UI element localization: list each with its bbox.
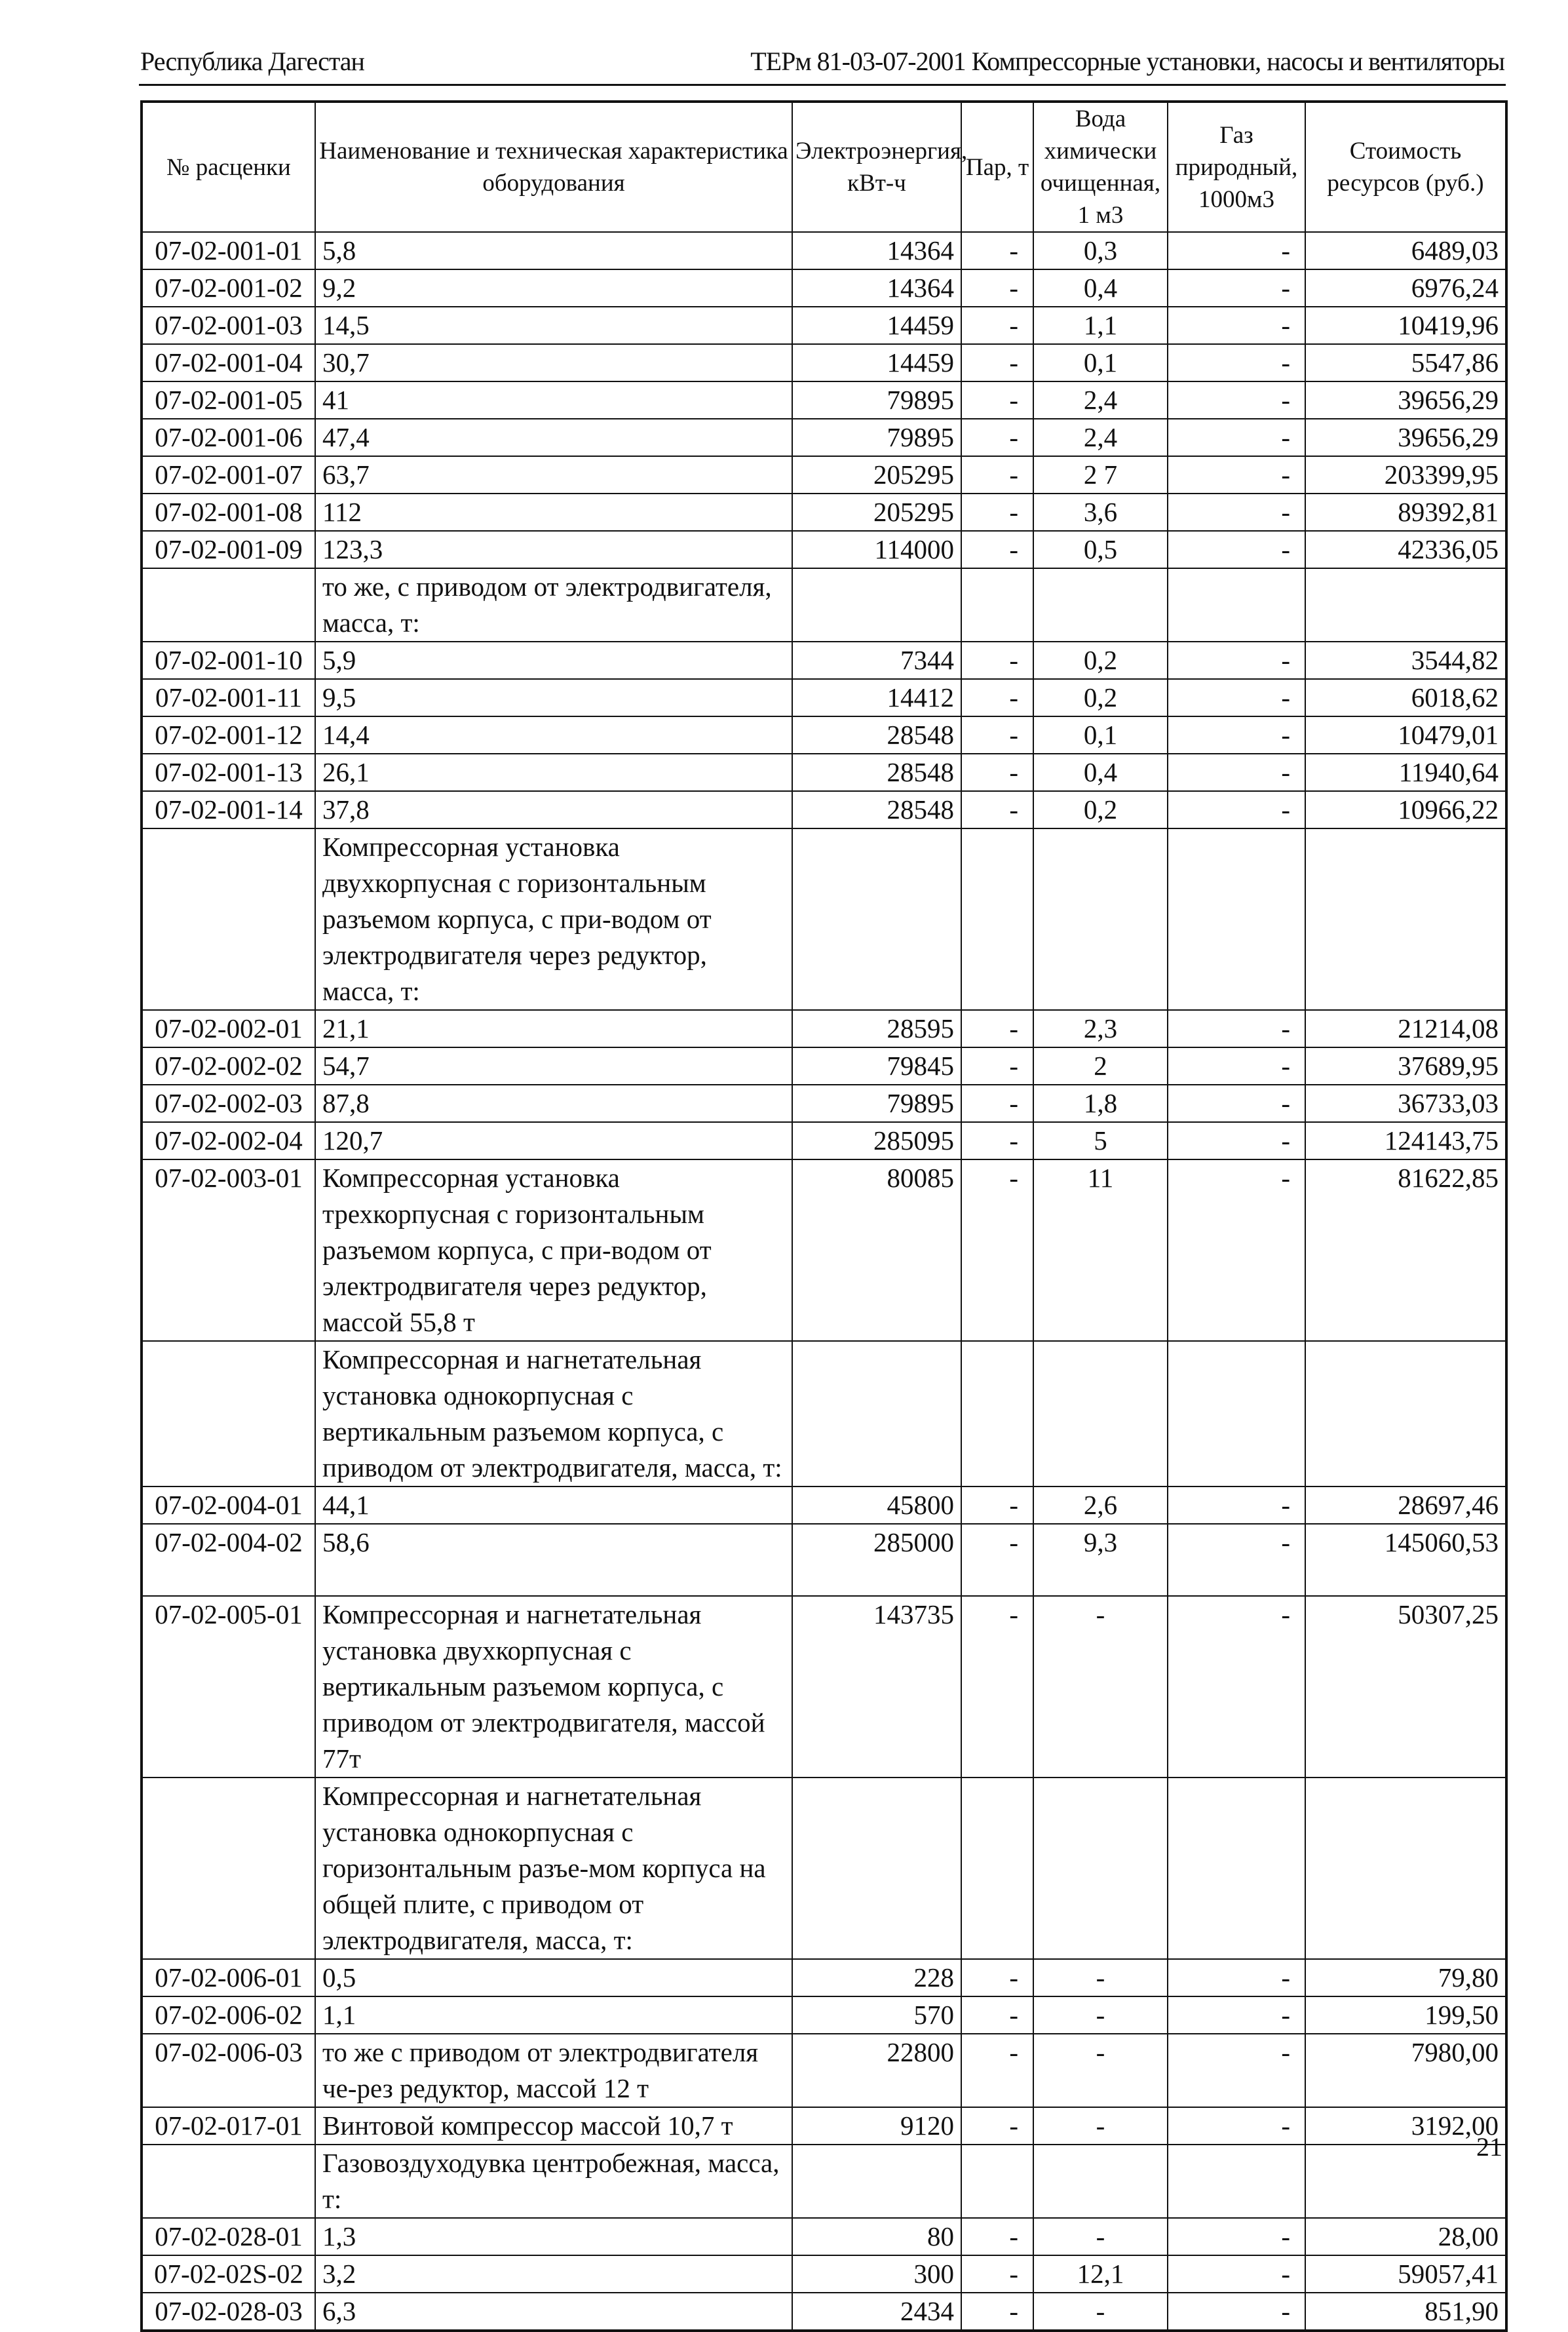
cell-gas: - [1168,1047,1305,1085]
cell-name: 14,5 [315,307,792,344]
cell-gas: - [1168,307,1305,344]
cell-steam: - [961,232,1033,269]
cell-steam: - [961,307,1033,344]
cell-cost: 145060,53 [1305,1524,1506,1596]
cell-gas: - [1168,531,1305,568]
table-row [142,2145,1506,2218]
cell-cost: 89392,81 [1305,494,1506,531]
cell-name: 123,3 [315,531,792,568]
cell-steam: - [961,344,1033,381]
cell-water: 2 [1033,1047,1168,1085]
cell-code: 07-02-001-03 [142,307,315,344]
cell-cost: 81622,85 [1305,1159,1506,1341]
cell-electricity: 14459 [792,307,961,344]
cell-code [142,1778,315,1959]
cell-name: 3,2 [315,2255,792,2293]
column-header-gas: Газ природный, 1000м3 [1168,102,1305,232]
cell-water [1033,1341,1168,1487]
table-row [142,754,1506,791]
table-row [142,232,1506,269]
table-row [142,381,1506,419]
cell-electricity: 14412 [792,679,961,716]
cell-water: 3,6 [1033,494,1168,531]
cell-steam: - [961,419,1033,456]
cell-code [142,2145,315,2218]
cell-code: 07-02-001-04 [142,344,315,381]
cell-steam: - [961,791,1033,828]
cell-cost: 851,90 [1305,2293,1506,2331]
cell-water: 2,4 [1033,419,1168,456]
table-row [142,791,1506,828]
cell-gas [1168,828,1305,1010]
cell-code: 07-02-017-01 [142,2107,315,2145]
cell-cost: 6976,24 [1305,269,1506,307]
cell-gas: - [1168,1010,1305,1047]
cell-water: 9,3 [1033,1524,1168,1596]
table-row [142,2255,1506,2293]
cell-gas: - [1168,791,1305,828]
table-row [142,1085,1506,1122]
cell-electricity: 14364 [792,232,961,269]
cell-code: 07-02-002-04 [142,1122,315,1159]
cell-water: 0,5 [1033,531,1168,568]
table-row [142,2293,1506,2331]
cell-electricity: 228 [792,1959,961,1996]
column-header-water: Вода химически очищенная, 1 м3 [1033,102,1168,232]
cell-cost: 5547,86 [1305,344,1506,381]
cell-electricity: 79845 [792,1047,961,1085]
cell-name: Компрессорная установка трехкорпусная с горизонтальным разъемом корпуса, с при-водом от электродвигателя через редуктор, массой 55,8 т [315,1159,792,1341]
cell-water: 0,2 [1033,791,1168,828]
cell-electricity: 285000 [792,1524,961,1596]
cell-code [142,1341,315,1487]
cell-steam: - [961,754,1033,791]
table-row [142,1341,1506,1487]
cell-steam: - [961,1596,1033,1778]
cell-water: 0,4 [1033,269,1168,307]
cell-gas: - [1168,1596,1305,1778]
cell-electricity: 79895 [792,419,961,456]
table-row [142,344,1506,381]
cell-water: - [1033,2034,1168,2107]
cell-water: 11 [1033,1159,1168,1341]
table-row [142,456,1506,494]
cell-gas: - [1168,232,1305,269]
table-row [142,716,1506,754]
cell-code: 07-02-001-13 [142,754,315,791]
cell-water [1033,568,1168,642]
table-row [142,494,1506,531]
cell-water: - [1033,1596,1168,1778]
cell-water: 2,4 [1033,381,1168,419]
cell-electricity: 80085 [792,1159,961,1341]
cell-electricity [792,1778,961,1959]
cell-gas [1168,568,1305,642]
cell-electricity: 14364 [792,269,961,307]
cell-name: 54,7 [315,1047,792,1085]
cell-electricity: 28595 [792,1010,961,1047]
cell-cost: 37689,95 [1305,1047,1506,1085]
column-header-name: Наименование и техническая характеристика оборудования [315,102,792,232]
table-row [142,531,1506,568]
cell-cost: 3192,00 [1305,2107,1506,2145]
cell-electricity: 79895 [792,381,961,419]
table-row [142,2034,1506,2107]
cell-code: 07-02-006-01 [142,1959,315,1996]
cell-gas: - [1168,716,1305,754]
cell-gas: - [1168,754,1305,791]
cell-gas: - [1168,1487,1305,1524]
cell-steam: - [961,2255,1033,2293]
cell-steam [961,1778,1033,1959]
table-row [142,1959,1506,1996]
cell-code: 07-02-001-02 [142,269,315,307]
cell-name: 47,4 [315,419,792,456]
cell-electricity: 80 [792,2218,961,2255]
cell-code: 07-02-003-01 [142,1159,315,1341]
table-row [142,1487,1506,1524]
cell-name: 9,5 [315,679,792,716]
cell-water: 1,1 [1033,307,1168,344]
cell-cost: 39656,29 [1305,419,1506,456]
cell-code: 07-02-001-10 [142,642,315,679]
cell-steam [961,2145,1033,2218]
column-header-cost: Стоимость ресурсов (руб.) [1305,102,1506,232]
cell-gas: - [1168,456,1305,494]
cell-water [1033,2145,1168,2218]
cell-cost: 10479,01 [1305,716,1506,754]
cell-water: - [1033,2293,1168,2331]
column-header-steam: Пар, т [961,102,1033,232]
cell-electricity: 300 [792,2255,961,2293]
cell-cost: 124143,75 [1305,1122,1506,1159]
cell-name: 58,6 [315,1524,792,1596]
cell-cost: 6489,03 [1305,232,1506,269]
header-rule [139,84,1506,86]
table-row [142,1159,1506,1341]
cell-steam: - [961,494,1033,531]
cell-water: 0,1 [1033,716,1168,754]
cell-gas: - [1168,2255,1305,2293]
table-row [142,642,1506,679]
cell-water: 1,8 [1033,1085,1168,1122]
cell-code: 07-02-001-06 [142,419,315,456]
table-row [142,1122,1506,1159]
cell-steam: - [961,679,1033,716]
cell-steam [961,568,1033,642]
cell-water: 0,1 [1033,344,1168,381]
cell-name: Газовоздуходувка центробежная, масса, т: [315,2145,792,2218]
table-row [142,269,1506,307]
cell-gas [1168,1341,1305,1487]
header-document-title: ТЕРм 81-03-07-2001 Компрессорные установки, насосы и вентиляторы [750,47,1504,76]
table-body [142,232,1506,2331]
cell-electricity: 205295 [792,494,961,531]
cell-cost: 79,80 [1305,1959,1506,1996]
cell-electricity: 28548 [792,791,961,828]
cell-cost: 10966,22 [1305,791,1506,828]
cell-name: то же с приводом от электродвигателя че-рез редуктор, массой 12 т [315,2034,792,2107]
cell-steam: - [961,456,1033,494]
table-row [142,1524,1506,1596]
cell-name: 9,2 [315,269,792,307]
cell-code: 07-02-002-02 [142,1047,315,1085]
cell-water: - [1033,1996,1168,2034]
cell-code: 07-02-028-03 [142,2293,315,2331]
cell-cost: 199,50 [1305,1996,1506,2034]
cell-cost [1305,1341,1506,1487]
cell-gas: - [1168,1524,1305,1596]
cell-steam [961,1341,1033,1487]
column-header-electricity: Электроэнергия, кВт-ч [792,102,961,232]
cell-water: - [1033,2107,1168,2145]
cell-water: 2 7 [1033,456,1168,494]
cell-code: 07-02-02S-02 [142,2255,315,2293]
cell-cost: 28,00 [1305,2218,1506,2255]
cell-steam: - [961,381,1033,419]
cell-steam: - [961,269,1033,307]
cell-steam: - [961,1122,1033,1159]
cell-name: 44,1 [315,1487,792,1524]
cell-cost: 3544,82 [1305,642,1506,679]
cell-code: 07-02-002-01 [142,1010,315,1047]
cell-electricity: 7344 [792,642,961,679]
cell-cost: 11940,64 [1305,754,1506,791]
cell-code: 07-02-006-02 [142,1996,315,2034]
cell-electricity: 570 [792,1996,961,2034]
cell-cost: 6018,62 [1305,679,1506,716]
header-region: Республика Дагестан [140,47,364,76]
cell-name: 26,1 [315,754,792,791]
table-row [142,1047,1506,1085]
column-header-code: № расценки [142,102,315,232]
cell-name: то же, с приводом от электродвигателя, масса, т: [315,568,792,642]
cell-code: 07-02-002-03 [142,1085,315,1122]
cell-water [1033,828,1168,1010]
cell-gas: - [1168,1996,1305,2034]
cell-code: 07-02-001-07 [142,456,315,494]
cell-gas: - [1168,1959,1305,1996]
cell-gas: - [1168,2107,1305,2145]
cell-gas: - [1168,679,1305,716]
cell-cost [1305,828,1506,1010]
cell-steam: - [961,642,1033,679]
table-row [142,568,1506,642]
cell-name: 112 [315,494,792,531]
cell-water: 2,3 [1033,1010,1168,1047]
cell-name: Компрессорная установка двухкорпусная с горизонтальным разъемом корпуса, с при-водом от электродвигателя через редуктор, масса, т: [315,828,792,1010]
cell-name: 5,9 [315,642,792,679]
cell-gas: - [1168,494,1305,531]
cell-cost [1305,1778,1506,1959]
cell-electricity: 2434 [792,2293,961,2331]
cell-cost: 42336,05 [1305,531,1506,568]
cell-gas: - [1168,1085,1305,1122]
cell-water: 5 [1033,1122,1168,1159]
cell-name: 63,7 [315,456,792,494]
cell-electricity: 22800 [792,2034,961,2107]
cell-electricity [792,828,961,1010]
cell-steam [961,828,1033,1010]
cell-steam: - [961,2034,1033,2107]
cell-name: 1,3 [315,2218,792,2255]
cell-code: 07-02-001-14 [142,791,315,828]
cell-gas: - [1168,1122,1305,1159]
cell-steam: - [961,2293,1033,2331]
cell-steam: - [961,1524,1033,1596]
table-row [142,2107,1506,2145]
cell-gas [1168,1778,1305,1959]
cell-code: 07-02-004-01 [142,1487,315,1524]
cell-cost: 7980,00 [1305,2034,1506,2107]
cell-gas: - [1168,419,1305,456]
cell-code: 07-02-001-05 [142,381,315,419]
cell-name: Компрессорная и нагнетательная установка однокорпусная с вертикальным разъемом корпуса, с приводом от электродвигателя, масса, т: [315,1341,792,1487]
cell-name: 41 [315,381,792,419]
cell-name: 6,3 [315,2293,792,2331]
cell-name: 37,8 [315,791,792,828]
cell-cost [1305,568,1506,642]
cell-gas [1168,2145,1305,2218]
cell-steam: - [961,1047,1033,1085]
cell-electricity: 45800 [792,1487,961,1524]
cell-electricity: 28548 [792,716,961,754]
cell-code [142,568,315,642]
cell-electricity: 28548 [792,754,961,791]
cell-name: 0,5 [315,1959,792,1996]
cell-gas: - [1168,344,1305,381]
cell-steam: - [961,1159,1033,1341]
cell-cost: 36733,03 [1305,1085,1506,1122]
cell-water: 0,2 [1033,679,1168,716]
table-row [142,1010,1506,1047]
cell-code [142,828,315,1010]
cell-electricity: 143735 [792,1596,961,1778]
cell-electricity: 9120 [792,2107,961,2145]
cell-gas: - [1168,642,1305,679]
cell-steam: - [961,1085,1033,1122]
cell-name: Компрессорная и нагнетательная установка однокорпусная с горизонтальным разъе-мом корпуса на общей плите, с приводом от электродвигателя, масса, т: [315,1778,792,1959]
cell-steam: - [961,1996,1033,2034]
cell-cost: 28697,46 [1305,1487,1506,1524]
cell-name: 1,1 [315,1996,792,2034]
cell-cost: 21214,08 [1305,1010,1506,1047]
cell-electricity: 205295 [792,456,961,494]
table-row [142,1596,1506,1778]
cell-cost: 39656,29 [1305,381,1506,419]
cell-water: 2,6 [1033,1487,1168,1524]
cell-cost: 50307,25 [1305,1596,1506,1778]
cell-cost: 59057,41 [1305,2255,1506,2293]
cell-name: 87,8 [315,1085,792,1122]
cell-steam: - [961,1010,1033,1047]
cell-water: - [1033,2218,1168,2255]
cell-name: 14,4 [315,716,792,754]
cell-code: 07-02-001-12 [142,716,315,754]
cell-code: 07-02-001-01 [142,232,315,269]
cell-code: 07-02-004-02 [142,1524,315,1596]
cell-electricity: 114000 [792,531,961,568]
cell-steam: - [961,531,1033,568]
table-row [142,1778,1506,1959]
cell-name: Компрессорная и нагнетательная установка двухкорпусная с вертикальным разъемом корпуса, с приводом от электродвигателя, массой 77т [315,1596,792,1778]
cell-steam: - [961,2107,1033,2145]
cell-water: - [1033,1959,1168,1996]
cell-name: 21,1 [315,1010,792,1047]
cell-water: 12,1 [1033,2255,1168,2293]
cell-water: 0,2 [1033,642,1168,679]
cell-electricity: 285095 [792,1122,961,1159]
cell-gas: - [1168,2293,1305,2331]
cell-electricity: 79895 [792,1085,961,1122]
cell-gas: - [1168,2218,1305,2255]
cell-steam: - [961,2218,1033,2255]
table-row [142,419,1506,456]
cell-steam: - [961,1487,1033,1524]
cell-water [1033,1778,1168,1959]
cell-code: 07-02-006-03 [142,2034,315,2107]
cell-name: 5,8 [315,232,792,269]
table-row [142,307,1506,344]
cell-gas: - [1168,1159,1305,1341]
table-header-row [142,102,1506,232]
cell-water: 0,4 [1033,754,1168,791]
cell-electricity [792,2145,961,2218]
cell-electricity [792,568,961,642]
cell-gas: - [1168,381,1305,419]
cell-steam: - [961,716,1033,754]
cell-name: 30,7 [315,344,792,381]
table-row [142,828,1506,1010]
cell-water: 0,3 [1033,232,1168,269]
table-row [142,2218,1506,2255]
page-number: 21 [1476,2132,1502,2162]
table-row [142,1996,1506,2034]
cell-name: 120,7 [315,1122,792,1159]
cell-cost: 10419,96 [1305,307,1506,344]
table-row [142,679,1506,716]
cell-code: 07-02-001-09 [142,531,315,568]
cell-code: 07-02-005-01 [142,1596,315,1778]
cell-name: Винтовой компрессор массой 10,7 т [315,2107,792,2145]
cell-cost: 203399,95 [1305,456,1506,494]
cell-gas: - [1168,2034,1305,2107]
cell-steam: - [961,1959,1033,1996]
cell-electricity: 14459 [792,344,961,381]
cell-code: 07-02-028-01 [142,2218,315,2255]
cell-electricity [792,1341,961,1487]
price-table [140,100,1508,2332]
cell-code: 07-02-001-08 [142,494,315,531]
cell-gas: - [1168,269,1305,307]
cell-code: 07-02-001-11 [142,679,315,716]
